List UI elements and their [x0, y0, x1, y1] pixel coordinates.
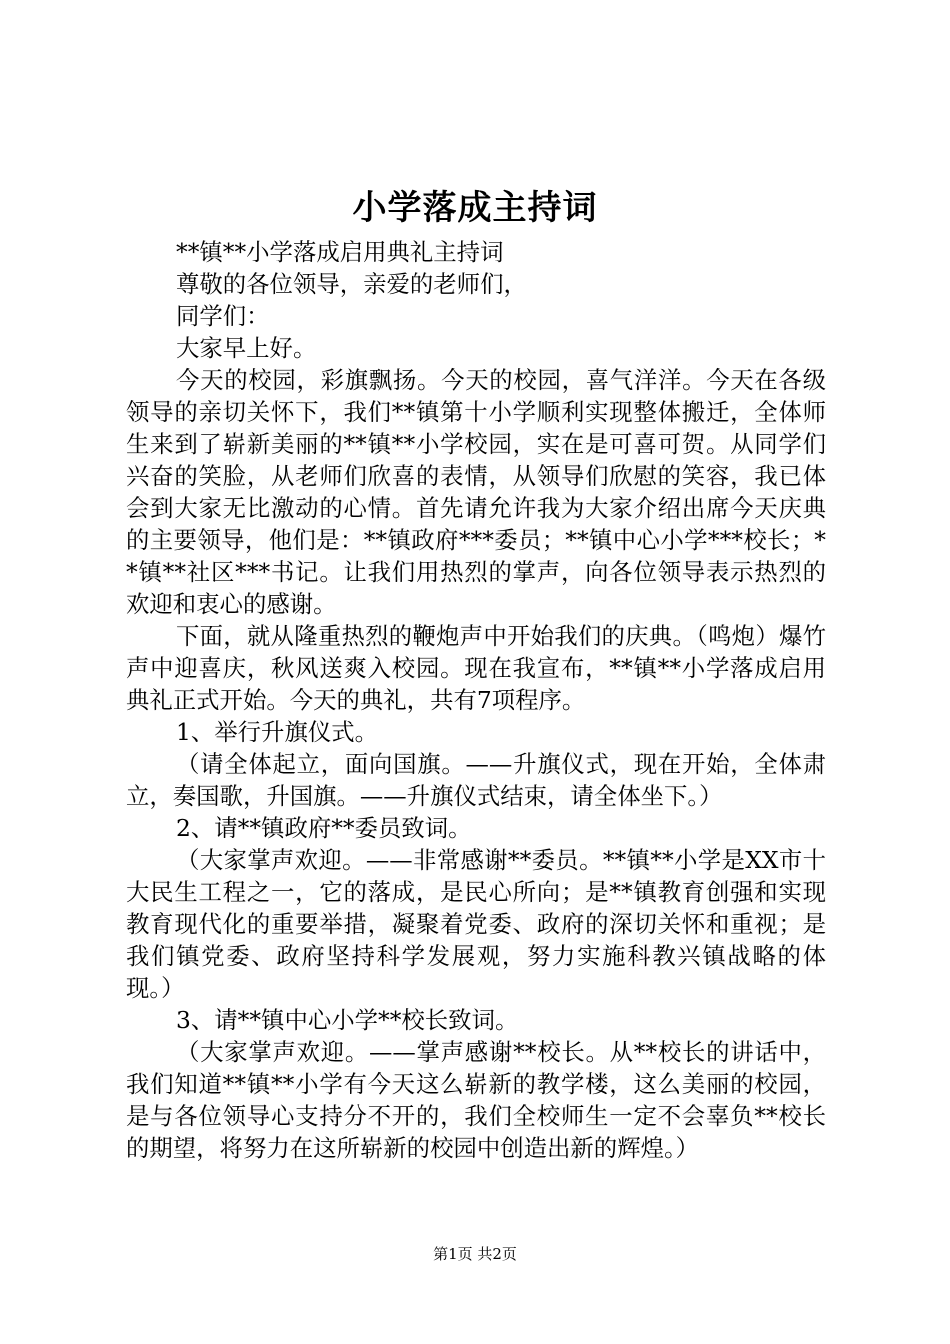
document-body: [126, 236, 826, 1164]
paragraph-item-1: 1、举行升旗仪式。: [176, 718, 379, 746]
document-title: 小学落成主持词: [352, 188, 598, 228]
paragraph-subtitle: **镇**小学落成启用典礼主持词: [176, 238, 504, 266]
paragraph-salutation-cont: 同学们：: [176, 302, 270, 330]
paragraph-item-3-detail: （大家掌声欢迎。——掌声感谢**校长。从**校长的讲话中，我们知道**镇**小学有今天这么崭新的教学楼，这么美丽的校园，是与各位领导心支持分不开的，我们全校师生一定不会辜负**校长的期望，将努力在这所崭新的校园中创造出新的辉煌。）: [126, 1038, 826, 1162]
page-number-footer: 第1页 共2页: [433, 1245, 517, 1263]
paragraph-item-1-detail: （请全体起立，面向国旗。——升旗仪式，现在开始，全体肃立，奏国歌，升国旗。——升旗仪式结束，请全体坐下。）: [126, 750, 826, 810]
paragraph-item-2: 2、请**镇政府**委员致词。: [176, 814, 472, 842]
paragraph-greeting: 大家早上好。: [176, 334, 317, 362]
paragraph-item-3: 3、请**镇中心小学**校长致词。: [176, 1006, 519, 1034]
paragraph-salutation: 尊敬的各位领导，亲爱的老师们，: [176, 270, 527, 298]
paragraph-item-2-detail: （大家掌声欢迎。——非常感谢**委员。**镇**小学是XX市十大民生工程之一，它的落成，是民心所向；是**镇教育创强和实现教育现代化的重要举措，凝聚着党委、政府的深切关怀和重视；是我们镇党委、政府坚持科学发展观，努力实施科教兴镇战略的体现。）: [126, 846, 826, 1002]
paragraph-ceremony-start: 下面，就从隆重热烈的鞭炮声中开始我们的庆典。（鸣炮）爆竹声中迎喜庆，秋风送爽入校园。现在我宣布，**镇**小学落成启用典礼正式开始。今天的典礼，共有7项程序。: [126, 622, 826, 714]
paragraph-opening: 今天的校园，彩旗飘扬。今天的校园，喜气洋洋。今天在各级领导的亲切关怀下，我们**镇第十小学顺利实现整体搬迁，全体师生来到了崭新美丽的**镇**小学校园，实在是可喜可贺。从同学们兴奋的笑脸，从老师们欣喜的表情，从领导们欣慰的笑容，我已体会到大家无比激动的心情。首先请允许我为大家介绍出席今天庆典的主要领导，他们是：**镇政府***委员；**镇中心小学***校长；**镇**社区***书记。让我们用热烈的掌声，向各位领导表示热烈的欢迎和衷心的感谢。: [126, 366, 826, 618]
